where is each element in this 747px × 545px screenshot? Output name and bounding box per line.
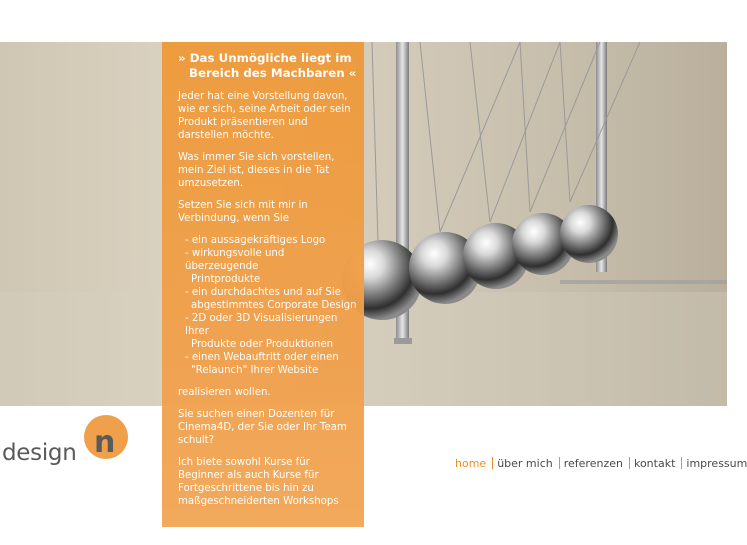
list-item: - einen Webauftritt oder einen "Relaunch" Ihrer Website: [185, 352, 339, 376]
heading-line-1: » Das Unmögliche liegt im: [178, 51, 352, 65]
logo-word: design: [2, 440, 77, 466]
nav-separator: [681, 457, 682, 469]
nav-kontakt[interactable]: kontakt: [633, 457, 676, 470]
nav-home[interactable]: home: [455, 457, 487, 470]
nav-separator: [559, 457, 560, 469]
site-logo[interactable]: [2, 415, 132, 475]
heading-line-2: Bereich des Machbaren «: [189, 66, 357, 80]
goal-paragraph: Was immer Sie sich vorstellen, mein Ziel ist, dieses in die Tat umzusetzen.: [178, 152, 335, 189]
list-item: - ein durchdachtes und auf Sie abgestimmtes Corporate Design: [185, 287, 357, 311]
contact-paragraph: Setzen Sie sich mit mir in Verbindung, wenn Sie: [178, 200, 308, 224]
courses-paragraph: Ich biete sowohl Kurse für Beginner als auch Kurse für Fortgeschrittene bis hin zu maßgeschneiderten Workshops: [178, 457, 339, 507]
intro-panel: [162, 42, 364, 527]
services-list: [178, 234, 358, 377]
list-item: - ein aussagekräftiges Logo: [185, 235, 326, 246]
list-item: - 2D oder 3D Visualisierungen Ihrer Produkte oder Produktionen: [185, 313, 338, 350]
nav-impressum[interactable]: impressum: [686, 457, 747, 470]
teacher-paragraph: Sie suchen einen Dozenten für Cinema4D, der Sie oder Ihr Team schult?: [178, 409, 347, 446]
realize-paragraph: realisieren wollen.: [178, 387, 271, 398]
logo-letter: n: [94, 425, 116, 460]
nav-ueber-mich[interactable]: über mich: [497, 457, 553, 470]
main-navigation: [455, 457, 747, 470]
list-item: - wirkungsvolle und überzeugende Printprodukte: [185, 248, 285, 285]
intro-paragraph: Jeder hat eine Vorstellung davon, wie er sich, seine Arbeit oder sein Produkt präsentieren und darstellen möchte.: [178, 91, 351, 141]
nav-separator: [629, 457, 630, 469]
nav-separator: [492, 457, 493, 469]
nav-referenzen[interactable]: referenzen: [563, 457, 623, 470]
page-heading: [178, 51, 358, 81]
